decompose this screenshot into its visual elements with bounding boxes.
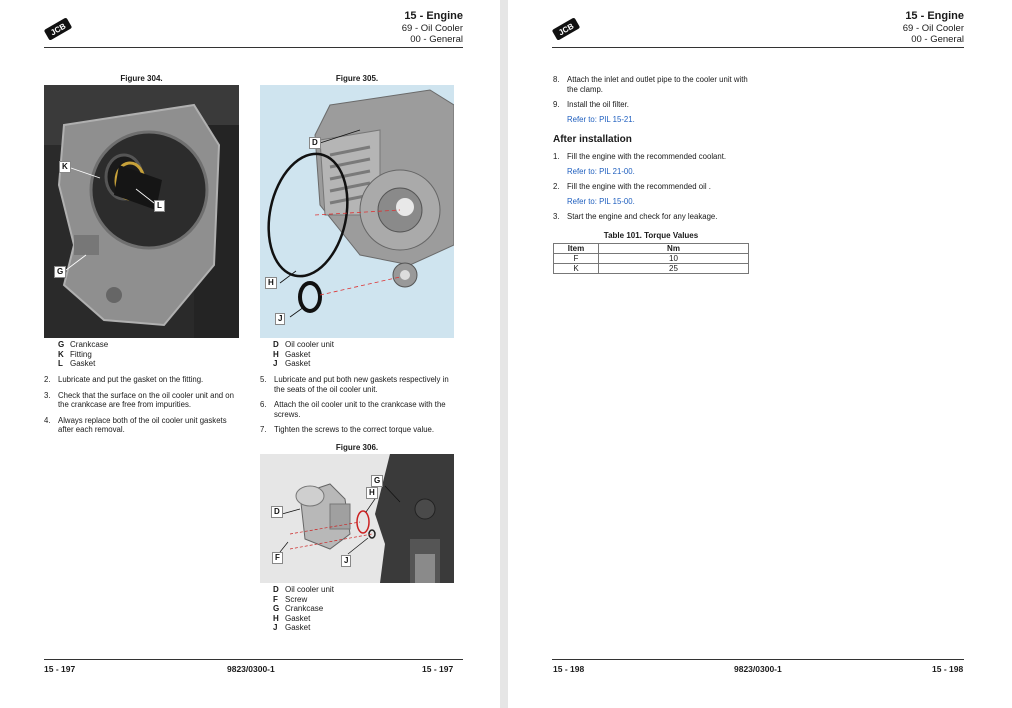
after-installation-heading: After installation <box>553 134 632 145</box>
footer-page-left: 15 - 197 <box>44 664 76 674</box>
step-item: 8. Attach the inlet and outlet pipe to the cooler unit with the clamp. <box>553 75 748 94</box>
figure-306-legend <box>273 585 334 633</box>
legend-item: F Screw <box>273 594 308 604</box>
logo-text: JCB <box>49 21 68 38</box>
table-row <box>554 254 749 264</box>
page-header <box>903 9 964 45</box>
callout-k: K <box>59 161 71 173</box>
torque-table-title: Table 101. Torque Values <box>603 231 699 240</box>
figure-304-legend <box>58 340 108 369</box>
figure-304-image <box>44 85 239 338</box>
footer-doc-number: 9823/0300-1 <box>227 664 275 674</box>
legend-item: G Crankcase <box>58 340 109 349</box>
legend-item: D Oil cooler unit <box>273 340 334 349</box>
legend-item: L Gasket <box>58 359 96 368</box>
steps-column-1 <box>44 375 244 441</box>
figure-305-image <box>260 85 454 338</box>
table-row <box>554 264 749 274</box>
callout-h: H <box>265 277 277 289</box>
step-item: 3. Check that the surface on the oil cooler unit and on the crankcase are free from impurities. <box>44 390 234 409</box>
footer-page-left: 15 - 198 <box>553 664 585 674</box>
steps-column-2 <box>260 375 458 441</box>
footer-rule <box>44 659 463 660</box>
figure-306-title: Figure 306. <box>335 443 379 452</box>
step-item: 4. Always replace both of the oil cooler unit gaskets after each removal. <box>44 415 227 434</box>
step-item: 2. Lubricate and put the gasket on the fitting. <box>44 375 204 384</box>
refer-link[interactable]: Refer to: PIL 15-21. <box>567 114 635 124</box>
left-page <box>0 0 500 708</box>
step-item: 2. Fill the engine with the recommended oil . Refer to: PIL 15-00. <box>553 182 758 206</box>
table-cell: 10 <box>599 254 749 264</box>
callout-j: J <box>341 555 351 567</box>
legend-item: H Gasket <box>273 613 311 623</box>
header-rule <box>44 47 463 48</box>
callout-d: D <box>271 506 283 518</box>
step-item: 6. Attach the oil cooler unit to the crankcase with the screws. <box>260 400 446 419</box>
callout-g: G <box>371 475 383 487</box>
callout-l: L <box>154 200 165 212</box>
refer-link[interactable]: Refer to: PIL 21-00. <box>567 166 635 176</box>
legend-item: J Gasket <box>273 623 311 632</box>
table-cell: F <box>554 254 599 264</box>
page-header <box>402 9 463 45</box>
step-item: 1. Fill the engine with the recommended coolant. Refer to: PIL 21-00. <box>553 152 758 176</box>
section-title: 69 - Oil Cooler <box>902 23 964 34</box>
torque-table <box>553 243 749 274</box>
figure-306-image <box>260 454 454 583</box>
legend-item: J Gasket <box>273 359 311 368</box>
steps-install <box>553 75 758 130</box>
column-header-nm: Nm <box>599 244 749 254</box>
step-item: 9. Install the oil filter. Refer to: PIL 15-21. <box>553 100 758 124</box>
subsection-title: 00 - General <box>410 34 463 45</box>
figure-304-title: Figure 304. <box>120 74 163 83</box>
legend-item: K Fitting <box>58 349 92 359</box>
refer-link[interactable]: Refer to: PIL 15-00. <box>567 196 635 206</box>
callout-f: F <box>272 552 283 564</box>
chapter-title: 15 - Engine <box>905 10 964 22</box>
callout-h: H <box>366 487 378 499</box>
chapter-title: 15 - Engine <box>404 10 463 22</box>
figure-305-legend <box>273 340 334 369</box>
step-item: 5. Lubricate and put both new gaskets respectively in the seats of the oil cooler unit. <box>260 375 449 394</box>
jcb-logo-icon <box>44 17 72 41</box>
right-page <box>508 0 1012 708</box>
table-header-row <box>554 244 749 254</box>
callout-j: J <box>275 313 285 325</box>
section-title: 69 - Oil Cooler <box>401 23 463 34</box>
legend-item: D Oil cooler unit <box>273 585 334 594</box>
table-cell: 25 <box>599 264 749 274</box>
steps-after <box>553 152 758 228</box>
figure-305-title: Figure 305. <box>335 74 379 83</box>
column-header-item: Item <box>554 244 599 254</box>
footer-doc-number: 9823/0300-1 <box>734 664 782 674</box>
footer-rule <box>552 659 964 660</box>
step-item: 3. Start the engine and check for any leakage. <box>553 212 718 221</box>
subsection-title: 00 - General <box>911 34 964 45</box>
footer-page-right: 15 - 198 <box>932 664 964 674</box>
logo-text: JCB <box>557 21 576 38</box>
header-rule <box>552 47 964 48</box>
callout-d: D <box>309 137 321 149</box>
legend-item: H Gasket <box>273 349 311 359</box>
footer-page-right: 15 - 197 <box>422 664 454 674</box>
table-cell: K <box>554 264 599 274</box>
callout-g: G <box>54 266 66 278</box>
step-item: 7. Tighten the screws to the correct torque value. <box>260 425 435 434</box>
jcb-logo-icon <box>552 17 580 41</box>
legend-item: G Crankcase <box>273 604 324 613</box>
